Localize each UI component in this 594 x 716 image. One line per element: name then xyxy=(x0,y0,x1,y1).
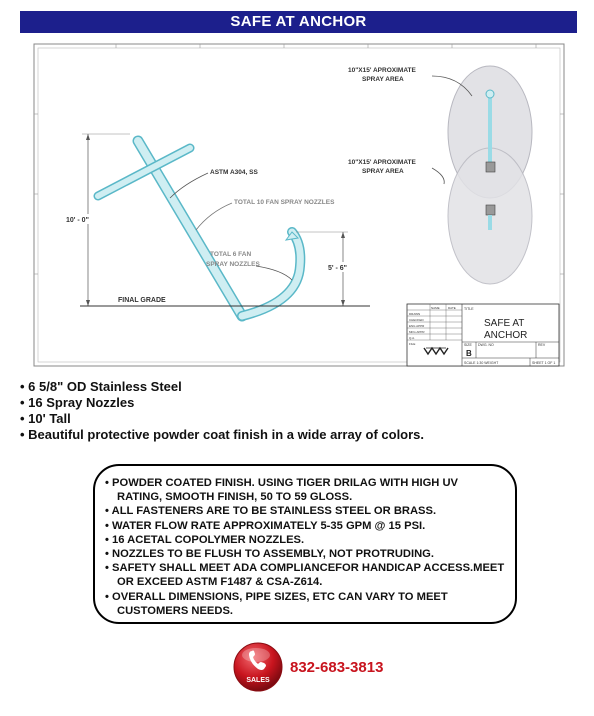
svg-text:DATE: DATE xyxy=(448,306,456,310)
svg-text:DWG. NO: DWG. NO xyxy=(478,343,494,347)
spec-item: • 16 ACETAL COPOLYMER NOZZLES. xyxy=(105,533,305,546)
svg-text:DRAWN: DRAWN xyxy=(409,312,421,316)
svg-text:TITLE: TITLE xyxy=(464,307,474,311)
sales-phone-badge[interactable] xyxy=(232,641,284,693)
svg-text:NAME: NAME xyxy=(431,306,440,310)
spec-item: • OVERALL DIMENSIONS, PIPE SIZES, ETC CAN VARY TO MEET CUSTOMERS NEEDS. xyxy=(105,590,448,617)
svg-text:Q.A.: Q.A. xyxy=(409,336,416,340)
feature-item: • 10' Tall xyxy=(20,411,71,426)
total-6-nozzles-label-2: SPRAY NOZZLES xyxy=(206,261,260,268)
contact-area xyxy=(232,641,532,697)
svg-text:SCALE 1:30 WEIGHT: SCALE 1:30 WEIGHT xyxy=(464,361,499,365)
feature-list xyxy=(20,379,580,443)
titleblock-title-1: SAFE AT xyxy=(484,318,525,329)
total-6-nozzles-label-1: TOTAL 6 FAN xyxy=(210,251,252,258)
svg-text:ENG APPR: ENG APPR xyxy=(409,324,425,328)
spray-area-bottom-label-2: SPRAY AREA xyxy=(362,168,404,175)
title-block xyxy=(407,304,559,366)
spec-item: • WATER FLOW RATE APPROXIMATELY 5-35 GPM @ 15 PSI. xyxy=(105,519,426,532)
spray-area-top-label-1: 10"X15' APROXIMATE xyxy=(348,67,416,74)
phone-number[interactable]: 832-683-3813 xyxy=(290,659,384,676)
spray-area-bottom-label-1: 10"X15' APROXIMATE xyxy=(348,159,416,166)
height-overall-label: 10' - 0" xyxy=(66,217,89,224)
page-title: SAFE AT ANCHOR xyxy=(20,11,577,33)
height-hook-label: 5' - 6" xyxy=(328,265,347,272)
svg-text:SHEET 1 OF 1: SHEET 1 OF 1 xyxy=(532,361,556,365)
spray-area-top-label-2: SPRAY AREA xyxy=(362,76,404,83)
spec-item: • POWDER COATED FINISH. USING TIGER DRILAG WITH HIGH UV RATING, SMOOTH FINISH, 50 TO 59 GLOSS. xyxy=(105,477,459,504)
final-grade-label: FINAL GRADE xyxy=(118,297,166,304)
spec-item: • SAFETY SHALL MEET ADA COMPLIANCEFOR HANDICAP ACCESS.MEET OR EXCEED ASTM F1487 & CSA-Z614. xyxy=(105,562,505,589)
titleblock-title-2: ANCHOR xyxy=(484,330,528,341)
svg-text:SIZE: SIZE xyxy=(464,343,472,347)
spec-item: • ALL FASTENERS ARE TO BE STAINLESS STEEL OR BRASS. xyxy=(105,505,437,518)
total-10-nozzles-label: TOTAL 10 FAN SPRAY NOZZLES xyxy=(234,199,335,206)
material-label: ASTM A304, SS xyxy=(210,169,258,176)
feature-item: • 6 5/8" OD Stainless Steel xyxy=(20,379,182,394)
sales-badge-text: SALES xyxy=(246,677,270,684)
svg-text:MFG APPR: MFG APPR xyxy=(409,330,425,334)
feature-item: • 16 Spray Nozzles xyxy=(20,395,135,410)
svg-text:REV: REV xyxy=(538,343,546,347)
technical-drawing xyxy=(20,34,577,370)
titleblock-size: B xyxy=(466,349,472,358)
spec-box xyxy=(93,464,517,624)
feature-item: • Beautiful protective powder coat finish in a wide array of colors. xyxy=(20,427,425,442)
spec-item: • NOZZLES TO BE FLUSH TO ASSEMBLY, NOT PROTRUDING. xyxy=(105,548,434,561)
svg-text:FILE: FILE xyxy=(409,342,416,346)
svg-text:CHECKED: CHECKED xyxy=(409,318,424,322)
